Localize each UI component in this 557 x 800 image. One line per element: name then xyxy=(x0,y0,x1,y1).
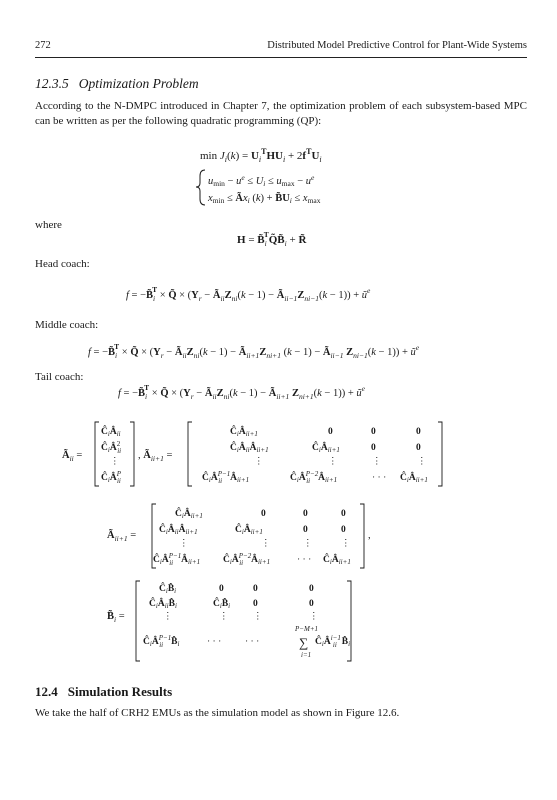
svg-text:0: 0 xyxy=(309,599,314,609)
svg-text:⋮: ⋮ xyxy=(219,612,229,622)
svg-text:· · ·: · · · xyxy=(297,555,312,565)
section-number: 12.3.5 xyxy=(35,76,69,91)
equation-tail-coach xyxy=(118,383,438,405)
svg-text:ĈiÂii+1: $Ĉ_iÂ_{ii+1}$ xyxy=(323,555,351,566)
svg-text:ĈiÂ2ii: $Ĉ_iÂ^2$ ii xyxy=(101,440,122,455)
svg-text:ĈiÂP−2iiÂii+1: $Ĉ_iÂ^{P-2}$ ii $Â_{ii+1}$ xyxy=(290,470,338,485)
svg-text:0: 0 xyxy=(371,443,376,453)
section-heading xyxy=(35,76,199,92)
where-label: where xyxy=(35,219,62,231)
svg-text:f = −B̃iT × Q̃ × (Yr − ÃiiZni(: $f = -B̃_iT$ × Q̃ × ($Y_r$ − $Ã_{ii}Z_{ni}(k - 1)$ − $Ã_{ii-1}Z_{ni-1}(k - 1)$) + $ũ^e$ xyxy=(126,285,371,303)
middle-coach-label: Middle coach: xyxy=(35,319,99,331)
svg-text:0: 0 xyxy=(219,584,224,594)
svg-text:ĈiB̂i: $Ĉ_iB̂_i$ xyxy=(159,584,177,595)
svg-text:⋮: ⋮ xyxy=(163,612,173,622)
svg-text:0: 0 xyxy=(371,427,376,437)
intro-paragraph: According to the N-DMPC introduced in Chapter 7, the optimization problem of each subsystem-based MPC can be written as per the following quadratic programming (QP): xyxy=(35,100,527,127)
page-number: 272 xyxy=(35,40,51,51)
section-heading-2 xyxy=(35,684,172,700)
svg-text:∑: ∑ xyxy=(299,635,309,650)
svg-text:0: 0 xyxy=(309,584,314,594)
svg-text:min Ji(k) = UiTHUi + 2fTUi: $\min J_i(k) = U_i^THU_i + 2f^TU_i$ xyxy=(200,147,322,164)
svg-text:ĈiÂii: $Ĉ_iÂ_{ii}$ xyxy=(101,427,121,438)
equation-matrix-bi xyxy=(107,577,367,667)
svg-text:umin − ue ≤ Ui ≤ umax − ue: $umin - u^e \le Ui \le umax - u^e$ xyxy=(208,173,315,188)
svg-text:⋮: ⋮ xyxy=(253,612,263,622)
svg-text:0: 0 xyxy=(303,525,308,535)
svg-text:f = −B̃iT × Q̃ × (Yr − ÃiiZni(: $f = -B̃_iT$ × Q̃ × ($Y_r$ − $Ã_{ii}Z_{ni}(k - 1)$ − $Ã_{ii+1}Z_{ni+1}$ $(k - 1) - Ã_{ii-1}$ $Z_{ni-1}(k - 1)$) + $ũ^e$ xyxy=(88,342,420,360)
section-title: Optimization Problem xyxy=(78,76,199,91)
svg-text:ĈiÂiiB̂i: $Ĉ_iÂ_{ii}B̂_i$ xyxy=(149,599,177,610)
equation-constraints xyxy=(196,168,366,208)
svg-text:ĈiÂiiÂii+1: $Ĉ_iÂ_{ii}Â_{ii+1}$ xyxy=(159,525,198,536)
svg-text:⋮: ⋮ xyxy=(341,539,351,549)
header-rule xyxy=(35,57,527,58)
equation-matrix-aii xyxy=(62,418,462,490)
final-paragraph: We take the half of CRH2 EMUs as the simulation model as shown in Figure 12.6. xyxy=(35,707,400,719)
svg-text:xmin ≤ Ãxi (k) + B̃Ui ≤ xmax: xmin ≤ Ãxi (k) + B̃Ui ≤ xmax xyxy=(208,193,321,205)
svg-text:0: 0 xyxy=(416,443,421,453)
svg-text:⋮: ⋮ xyxy=(261,539,271,549)
svg-text:Ãii+1 =: $Ã_{ii+1}$ = xyxy=(107,530,137,543)
equation-hessian xyxy=(237,229,327,251)
svg-text:⋮: ⋮ xyxy=(179,539,189,549)
svg-text:· · ·: · · · xyxy=(372,473,387,483)
svg-text:· · ·: · · · xyxy=(245,637,260,647)
svg-text:0: 0 xyxy=(328,427,333,437)
svg-text:,: , xyxy=(368,530,371,541)
svg-text:ĈiÂii+1: $Ĉ_iÂ_{ii+1}$ xyxy=(175,509,203,520)
equation-head-coach xyxy=(126,285,446,307)
svg-text:ĈiÂii+1: $Ĉ_iÂ_{ii+1}$ xyxy=(400,473,428,484)
svg-text:ĈiÂP−1iiÂii+1: $Ĉ_iÂ^{P-1}$ ii $Â_{ii+1}$ xyxy=(202,470,250,485)
section2-title: Simulation Results xyxy=(67,684,173,699)
svg-text:0: 0 xyxy=(341,525,346,535)
section2-number: 12.4 xyxy=(35,684,58,699)
equation-matrix-aii1 xyxy=(107,500,387,572)
svg-text:⋮: ⋮ xyxy=(372,457,382,467)
svg-text:ĈiÂP−2iiÂii+1: $Ĉ_iÂ^{P-2}$ ii $Â_{ii+1}$ xyxy=(223,552,271,567)
svg-text:ĈiÂii+1: $Ĉ_iÂ_{ii+1}$ xyxy=(312,443,340,454)
svg-text:ĈiÂii+1: $Ĉ_iÂ_{ii+1}$ xyxy=(235,525,263,536)
equation-middle-coach xyxy=(88,342,508,364)
svg-text:· · ·: · · · xyxy=(207,637,222,647)
svg-text:H = B̃iTQ̃B̃i + R̃: $H = B̃_iTQ̃B̃_i$ + R̃ xyxy=(237,230,307,248)
svg-text:ĈiÂii+1: $Ĉ_iÂ_{ii+1}$ xyxy=(230,427,258,438)
svg-text:P−M+1: P−M+1 xyxy=(295,625,319,633)
svg-text:⋮: ⋮ xyxy=(110,457,120,467)
equation-objective xyxy=(200,145,360,167)
svg-text:i=1: i=1 xyxy=(301,651,312,659)
svg-text:Ãii =: $Ã_{ii}$ = xyxy=(62,450,83,463)
svg-text:, Ãii+1 =: , $Ã_{ii+1}$ = xyxy=(138,450,173,463)
svg-text:ĈiÂi−1iiB̂i: $Ĉ_iÂ^{i-1}$ ii $B̂_i$ xyxy=(315,634,351,649)
svg-text:0: 0 xyxy=(261,509,266,519)
svg-text:⋮: ⋮ xyxy=(303,539,313,549)
svg-text:f = −B̃iT × Q̃ × (Yr − ÃiiZni(: $f = -B̃_iT$ × Q̃ × ($Y_r$ − $Ã_{ii}Z_{ni}(k - 1)$ − $Ã_{ii+1}$ $Z_{ni+1}(k - 1)$) + $ũ^e$ xyxy=(118,383,365,401)
svg-text:ĈiÂiiÂii+1: $Ĉ_iÂ_{ii}Â_{ii+1}$ xyxy=(230,443,269,454)
svg-text:ĈiÂPii: $Ĉ_iÂ^P$ ii xyxy=(101,470,121,485)
svg-text:ĈiB̂i: $Ĉ_iB̂_i$ xyxy=(213,599,231,610)
svg-text:⋮: ⋮ xyxy=(309,612,319,622)
svg-text:0: 0 xyxy=(416,427,421,437)
svg-text:⋮: ⋮ xyxy=(417,457,427,467)
svg-text:0: 0 xyxy=(303,509,308,519)
head-coach-label: Head coach: xyxy=(35,258,90,270)
running-title: Distributed Model Predictive Control for Plant-Wide Systems xyxy=(267,40,527,51)
svg-text:0: 0 xyxy=(253,584,258,594)
svg-text:0: 0 xyxy=(341,509,346,519)
svg-text:ĈiÂP−1iiÂii+1: $Ĉ_iÂ^{P-1}$ ii $Â_{ii+1}$ xyxy=(153,552,201,567)
svg-text:⋮: ⋮ xyxy=(254,457,264,467)
tail-coach-label: Tail coach: xyxy=(35,371,84,383)
svg-text:B̃i =: $B̃_i$ = xyxy=(107,611,125,624)
svg-text:ĈiÂP−1iiB̂i: $Ĉ_iÂ^{P-1}$ ii $B̂_i$ xyxy=(143,634,180,649)
svg-text:⋮: ⋮ xyxy=(328,457,338,467)
svg-text:0: 0 xyxy=(253,599,258,609)
